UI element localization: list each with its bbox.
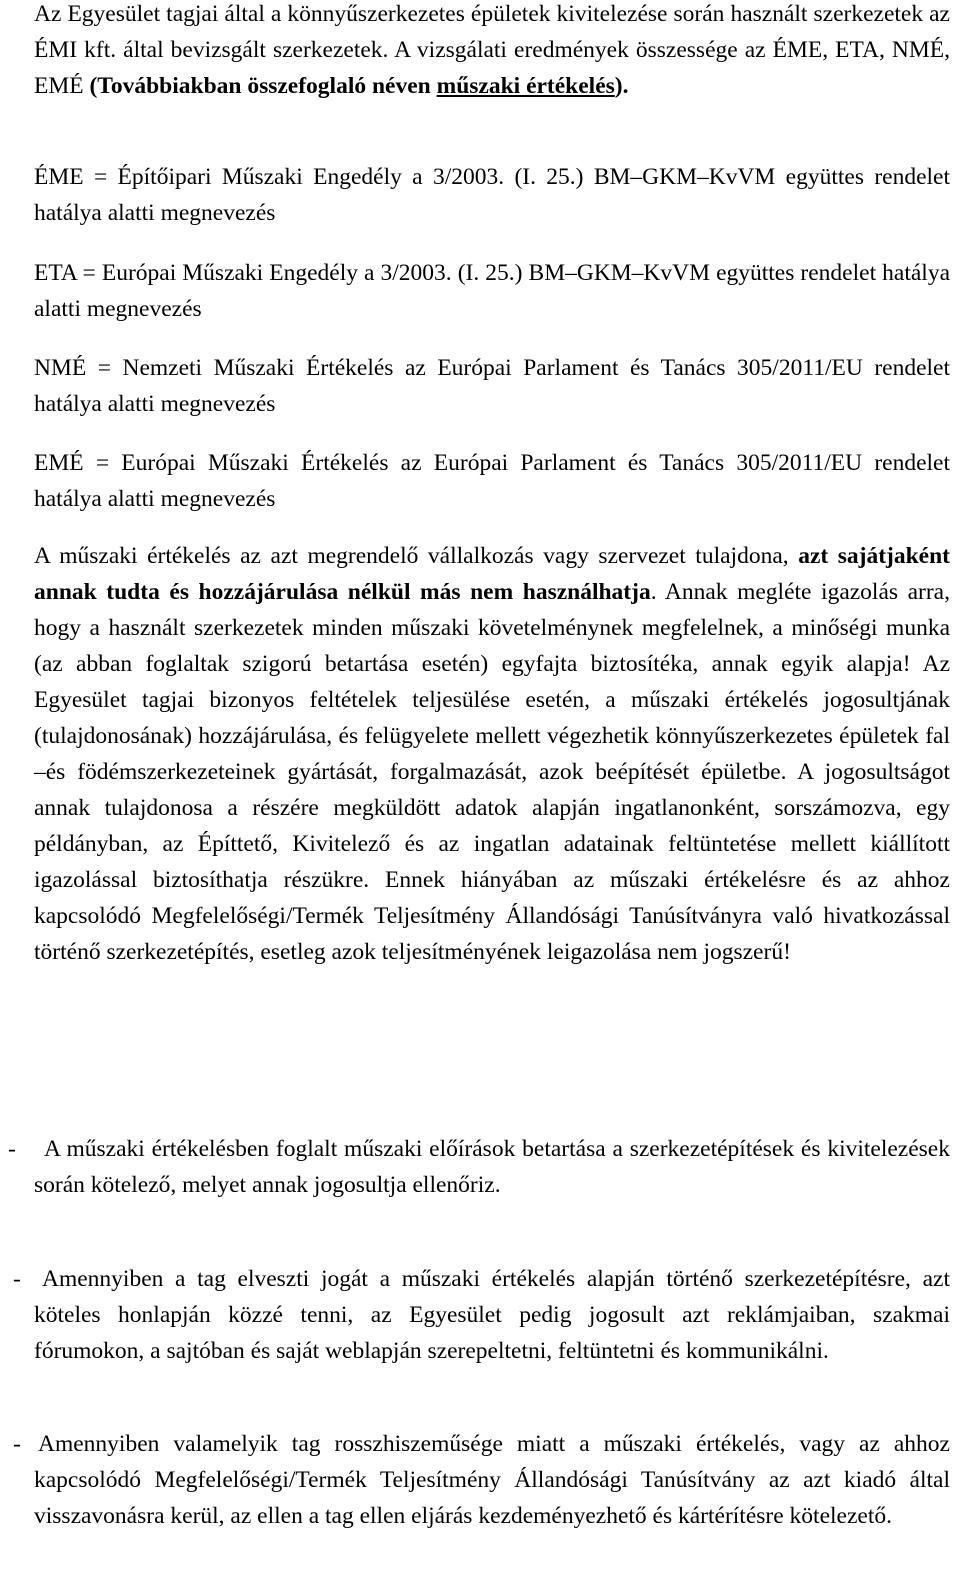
definition-eme-european: EMÉ = Európai Műszaki Értékelés az Európai Parlament és Tanács 305/2011/EU rendelet hatálya alatti megnevezés bbox=[34, 450, 950, 512]
bullet-text: Amennyiben valamelyik tag rosszhiszeműsége miatt a műszaki értékelés, vagy az ahhoz kapcsolódó Megfelelőségi/Termék Teljesítmény Állandósági Tanúsítvány az azt kiadó által visszavonásra kerül, az ellen a tag ellen eljárás kezdeményezhető és kártérítésre kötelezető. bbox=[34, 1431, 950, 1529]
bullet-text: A műszaki értékelésben foglalt műszaki előírások betartása a szerkezetépítések és kivitelezések során kötelező, melyet annak jogosultja ellenőriz. bbox=[34, 1136, 950, 1198]
bullet-dash: - bbox=[8, 1136, 16, 1162]
bullet-dash: - bbox=[13, 1266, 21, 1292]
main-paragraph bbox=[34, 538, 950, 970]
intro-bold-underlined: műszaki értékelés bbox=[436, 73, 615, 99]
main-text-before: A műszaki értékelés az azt megrendelő vállalkozás vagy szervezet tulajdona, bbox=[34, 543, 799, 569]
definition-nme: NMÉ = Nemzeti Műszaki Értékelés az Európai Parlament és Tanács 305/2011/EU rendelet hatálya alatti megnevezés bbox=[34, 355, 950, 417]
main-bold-text: azt sajátjaként annak tudta és hozzájárulása nélkül más nem használhatja bbox=[34, 543, 951, 605]
bullet-dash: - bbox=[13, 1431, 21, 1457]
bullet-text: Amennyiben a tag elveszti jogát a műszaki értékelés alapján történő szerkezetépítésre, azt köteles honlapján közzé tenni, az Egyesület pedig jogosult azt reklámjaiban, szakmai fórumokon, a sajtóban és saját weblapján szerepeltetni, feltüntetni és kommunikálni. bbox=[34, 1266, 950, 1364]
intro-bold-1: (Továbbiakban összefoglaló néven bbox=[89, 73, 437, 99]
intro-paragraph bbox=[34, 0, 950, 104]
main-text-after: . Annak megléte igazolás arra, hogy a használt szerkezetek minden műszaki követelménynek megfelelnek, a minőségi munka (az abban foglaltak szigorú betartása esetén) egyfajta biztosítéka, annak egyik alapja! Az Egyesület tagjai bizonyos feltételek teljesülése esetén, a műszaki értékelés jogosultjának (tulajdonosának) hozzájárulása, és felügyelete mellett végezhetik könnyűszerkezetes épületek fal –és födémszerkezeteinek gyártását, forgalmazását, azok beépítését épületbe. A jogosultságot annak tulajdonosa a részére megküldött adatok alapján ingatlanonként, sorszámozva, egy példányban, az Építtető, Kivitelező és az ingatlan adatainak feltüntetése mellett kiállított igazolással biztosíthatja részükre. Ennek hiányában az műszaki értékelésre és az ahhoz kapcsolódó Megfelelőségi/Termék Teljesítmény Állandósági Tanúsítványra való hivatkozással történő szerkezetépítés, esetleg azok teljesítményének leigazolása nem jogszerű! bbox=[34, 579, 950, 965]
definition-eme: ÉME = Építőipari Műszaki Engedély a 3/2003. (I. 25.) BM–GKM–KvVM együttes rendelet hatálya alatti megnevezés bbox=[34, 164, 950, 226]
intro-text: Az Egyesület tagjai által a könnyűszerkezetes épületek kivitelezése során használt szerkezetek az ÉMI kft. által bevizsgált szerkezetek. A vizsgálati eredmények összessége az ÉME, ETA, NMÉ, EMÉ bbox=[34, 1, 950, 99]
intro-bold-2: ). bbox=[614, 73, 629, 99]
definition-eta: ETA = Európai Műszaki Engedély a 3/2003. (I. 25.) BM–GKM–KvVM együttes rendelet hatálya alatti megnevezés bbox=[34, 260, 950, 322]
